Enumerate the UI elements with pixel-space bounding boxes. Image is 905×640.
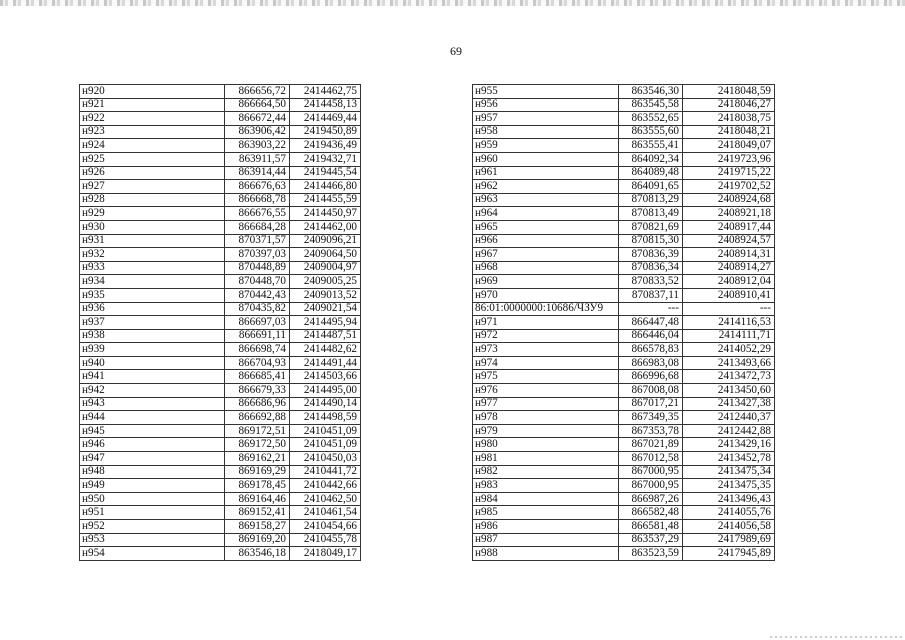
point-id-cell: н922	[80, 112, 225, 126]
y-coordinate-cell: 2408917,44	[683, 220, 775, 234]
table-row	[473, 166, 775, 180]
table-row	[80, 356, 361, 370]
table-row	[80, 479, 361, 493]
table-row	[473, 479, 775, 493]
x-coordinate-cell: 870448,70	[225, 275, 290, 289]
table-row	[80, 438, 361, 452]
table-row	[80, 492, 361, 506]
x-coordinate-cell: 870813,49	[619, 207, 683, 221]
y-coordinate-cell: 2412442,88	[683, 424, 775, 438]
table-row	[473, 411, 775, 425]
point-id-cell: н946	[80, 438, 225, 452]
y-coordinate-cell: 2409004,97	[290, 261, 361, 275]
y-coordinate-cell: 2414450,97	[290, 207, 361, 221]
point-id-cell: н965	[473, 220, 619, 234]
y-coordinate-cell: 2409064,50	[290, 248, 361, 262]
table-row	[473, 316, 775, 330]
y-coordinate-cell: 2412440,37	[683, 411, 775, 425]
point-id-cell: н971	[473, 316, 619, 330]
scan-edge-artifact-bottom	[770, 636, 905, 638]
x-coordinate-cell: 869164,46	[225, 492, 290, 506]
point-id-cell: н928	[80, 193, 225, 207]
point-id-cell: н986	[473, 520, 619, 534]
x-coordinate-cell: 866987,26	[619, 492, 683, 506]
y-coordinate-cell: 2409013,52	[290, 288, 361, 302]
table-row	[473, 193, 775, 207]
table-row	[473, 506, 775, 520]
x-coordinate-cell: 863906,42	[225, 125, 290, 139]
table-row	[473, 492, 775, 506]
point-id-cell: н939	[80, 343, 225, 357]
x-coordinate-cell: 864089,48	[619, 166, 683, 180]
table-row	[80, 166, 361, 180]
y-coordinate-cell: 2414462,00	[290, 220, 361, 234]
y-coordinate-cell: 2414495,94	[290, 316, 361, 330]
x-coordinate-cell: 863523,59	[619, 547, 683, 561]
x-coordinate-cell: 869172,51	[225, 424, 290, 438]
y-coordinate-cell: 2414111,71	[683, 329, 775, 343]
point-id-cell: н945	[80, 424, 225, 438]
x-coordinate-cell: 867353,78	[619, 424, 683, 438]
y-coordinate-cell: 2414491,44	[290, 356, 361, 370]
point-id-cell: н950	[80, 492, 225, 506]
x-coordinate-cell: 863903,22	[225, 139, 290, 153]
table-row	[80, 193, 361, 207]
point-id-cell: н983	[473, 479, 619, 493]
table-row	[473, 139, 775, 153]
table-row	[473, 275, 775, 289]
point-id-cell: н921	[80, 98, 225, 112]
y-coordinate-cell: 2413493,66	[683, 356, 775, 370]
table-row	[473, 424, 775, 438]
y-coordinate-cell: 2408924,68	[683, 193, 775, 207]
table-row	[80, 152, 361, 166]
point-id-cell: н934	[80, 275, 225, 289]
y-coordinate-cell: 2410462,50	[290, 492, 361, 506]
y-coordinate-cell: 2410441,72	[290, 465, 361, 479]
x-coordinate-cell: 866656,72	[225, 85, 290, 99]
table-row	[80, 547, 361, 561]
x-coordinate-cell: 863546,30	[619, 85, 683, 99]
y-coordinate-cell: 2413429,16	[683, 438, 775, 452]
x-coordinate-cell: 867017,21	[619, 397, 683, 411]
point-id-cell: н970	[473, 288, 619, 302]
x-coordinate-cell: 866676,63	[225, 180, 290, 194]
x-coordinate-cell: 866672,44	[225, 112, 290, 126]
x-coordinate-cell: 867012,58	[619, 452, 683, 466]
table-row	[473, 207, 775, 221]
table-row	[473, 343, 775, 357]
point-id-cell: н974	[473, 356, 619, 370]
y-coordinate-cell: 2413427,38	[683, 397, 775, 411]
x-coordinate-cell: 870397,03	[225, 248, 290, 262]
point-id-cell: н975	[473, 370, 619, 384]
point-id-cell: н949	[80, 479, 225, 493]
y-coordinate-cell: 2419715,22	[683, 166, 775, 180]
y-coordinate-cell: 2414503,66	[290, 370, 361, 384]
y-coordinate-cell: ---	[683, 302, 775, 316]
y-coordinate-cell: 2418048,59	[683, 85, 775, 99]
table-row	[80, 98, 361, 112]
point-id-cell: н938	[80, 329, 225, 343]
point-id-cell: н955	[473, 85, 619, 99]
y-coordinate-cell: 2414055,76	[683, 506, 775, 520]
x-coordinate-cell: 866578,83	[619, 343, 683, 357]
point-id-cell: н920	[80, 85, 225, 99]
point-id-cell: н984	[473, 492, 619, 506]
point-id-cell: н967	[473, 248, 619, 262]
table-row	[473, 220, 775, 234]
x-coordinate-cell: 866581,48	[619, 520, 683, 534]
x-coordinate-cell: 863546,18	[225, 547, 290, 561]
table-row	[80, 112, 361, 126]
table-row	[473, 248, 775, 262]
table-row	[473, 452, 775, 466]
y-coordinate-cell: 2414495,00	[290, 384, 361, 398]
point-id-cell: н985	[473, 506, 619, 520]
y-coordinate-cell: 2417945,89	[683, 547, 775, 561]
y-coordinate-cell: 2414052,29	[683, 343, 775, 357]
y-coordinate-cell: 2410442,66	[290, 479, 361, 493]
table-row	[80, 533, 361, 547]
x-coordinate-cell: 869162,21	[225, 452, 290, 466]
point-id-cell: н952	[80, 520, 225, 534]
y-coordinate-cell: 2408914,31	[683, 248, 775, 262]
x-coordinate-cell: 870821,69	[619, 220, 683, 234]
y-coordinate-cell: 2419723,96	[683, 152, 775, 166]
x-coordinate-cell: 870813,29	[619, 193, 683, 207]
table-row	[80, 329, 361, 343]
x-coordinate-cell: 870442,43	[225, 288, 290, 302]
y-coordinate-cell: 2418049,17	[290, 547, 361, 561]
point-id-cell: н987	[473, 533, 619, 547]
x-coordinate-cell: 867021,89	[619, 438, 683, 452]
x-coordinate-cell: 866685,41	[225, 370, 290, 384]
table-row	[473, 125, 775, 139]
point-id-cell: н943	[80, 397, 225, 411]
point-id-cell: н980	[473, 438, 619, 452]
point-id-cell: н942	[80, 384, 225, 398]
x-coordinate-cell: 870833,52	[619, 275, 683, 289]
table-row	[80, 316, 361, 330]
y-coordinate-cell: 2419445,54	[290, 166, 361, 180]
table-row	[473, 370, 775, 384]
x-coordinate-cell: 869178,45	[225, 479, 290, 493]
y-coordinate-cell: 2419436,49	[290, 139, 361, 153]
table-row	[80, 220, 361, 234]
y-coordinate-cell: 2414455,59	[290, 193, 361, 207]
x-coordinate-cell: 864091,65	[619, 180, 683, 194]
y-coordinate-cell: 2414462,75	[290, 85, 361, 99]
point-id-cell: н956	[473, 98, 619, 112]
table-row	[473, 397, 775, 411]
x-coordinate-cell: 863914,44	[225, 166, 290, 180]
y-coordinate-cell: 2408910,41	[683, 288, 775, 302]
y-coordinate-cell: 2418048,21	[683, 125, 775, 139]
point-id-cell: н923	[80, 125, 225, 139]
coordinates-table-right	[472, 84, 775, 561]
point-id-cell: н947	[80, 452, 225, 466]
x-coordinate-cell: 869169,20	[225, 533, 290, 547]
y-coordinate-cell: 2410461,54	[290, 506, 361, 520]
table-row	[80, 207, 361, 221]
x-coordinate-cell: 866679,33	[225, 384, 290, 398]
x-coordinate-cell: 867008,08	[619, 384, 683, 398]
point-id-cell: н976	[473, 384, 619, 398]
point-id-cell: н941	[80, 370, 225, 384]
table-row	[80, 506, 361, 520]
table-row	[80, 288, 361, 302]
x-coordinate-cell: 870836,39	[619, 248, 683, 262]
table-row	[473, 329, 775, 343]
table-row	[80, 343, 361, 357]
table-row	[473, 384, 775, 398]
x-coordinate-cell: 866664,50	[225, 98, 290, 112]
y-coordinate-cell: 2410455,78	[290, 533, 361, 547]
point-id-cell: н964	[473, 207, 619, 221]
y-coordinate-cell: 2418038,75	[683, 112, 775, 126]
table-row	[80, 234, 361, 248]
x-coordinate-cell: 870837,11	[619, 288, 683, 302]
point-id-cell: н924	[80, 139, 225, 153]
x-coordinate-cell: 869172,50	[225, 438, 290, 452]
y-coordinate-cell: 2419450,89	[290, 125, 361, 139]
y-coordinate-cell: 2410451,09	[290, 438, 361, 452]
x-coordinate-cell: 866996,68	[619, 370, 683, 384]
point-id-cell: н959	[473, 139, 619, 153]
point-id-cell: н978	[473, 411, 619, 425]
y-coordinate-cell: 2418046,27	[683, 98, 775, 112]
point-id-cell: н936	[80, 302, 225, 316]
y-coordinate-cell: 2408924,57	[683, 234, 775, 248]
table-row	[473, 98, 775, 112]
table-row	[80, 384, 361, 398]
point-id-cell: н973	[473, 343, 619, 357]
y-coordinate-cell: 2408914,27	[683, 261, 775, 275]
y-coordinate-cell: 2417989,69	[683, 533, 775, 547]
x-coordinate-cell: 866686,96	[225, 397, 290, 411]
point-id-cell: н953	[80, 533, 225, 547]
y-coordinate-cell: 2414482,62	[290, 343, 361, 357]
y-coordinate-cell: 2408921,18	[683, 207, 775, 221]
table-row	[80, 370, 361, 384]
table-row	[80, 248, 361, 262]
point-id-cell: н933	[80, 261, 225, 275]
y-coordinate-cell: 2413496,43	[683, 492, 775, 506]
table-row	[473, 288, 775, 302]
table-row	[80, 397, 361, 411]
x-coordinate-cell: 866704,93	[225, 356, 290, 370]
x-coordinate-cell: 866691,11	[225, 329, 290, 343]
x-coordinate-cell: 863537,29	[619, 533, 683, 547]
y-coordinate-cell: 2419702,52	[683, 180, 775, 194]
x-coordinate-cell: 866692,88	[225, 411, 290, 425]
point-id-cell: н960	[473, 152, 619, 166]
x-coordinate-cell: 870836,34	[619, 261, 683, 275]
y-coordinate-cell: 2409021,54	[290, 302, 361, 316]
table-row	[80, 424, 361, 438]
x-coordinate-cell: 863911,57	[225, 152, 290, 166]
y-coordinate-cell: 2410450,03	[290, 452, 361, 466]
point-id-cell: н966	[473, 234, 619, 248]
point-id-cell: н968	[473, 261, 619, 275]
x-coordinate-cell: 866684,28	[225, 220, 290, 234]
x-coordinate-cell: 869152,41	[225, 506, 290, 520]
y-coordinate-cell: 2410451,09	[290, 424, 361, 438]
point-id-cell: н932	[80, 248, 225, 262]
x-coordinate-cell: 869158,27	[225, 520, 290, 534]
point-id-cell: н930	[80, 220, 225, 234]
table-row	[80, 139, 361, 153]
point-id-cell: н931	[80, 234, 225, 248]
y-coordinate-cell: 2414458,13	[290, 98, 361, 112]
y-coordinate-cell: 2410454,66	[290, 520, 361, 534]
x-coordinate-cell: 866668,78	[225, 193, 290, 207]
y-coordinate-cell: 2414490,14	[290, 397, 361, 411]
y-coordinate-cell: 2414466,80	[290, 180, 361, 194]
x-coordinate-cell: 869169,29	[225, 465, 290, 479]
y-coordinate-cell: 2408912,04	[683, 275, 775, 289]
x-coordinate-cell: 866983,08	[619, 356, 683, 370]
point-id-cell: н988	[473, 547, 619, 561]
table-row	[473, 180, 775, 194]
y-coordinate-cell: 2414116,53	[683, 316, 775, 330]
table-row	[473, 533, 775, 547]
x-coordinate-cell: 866697,03	[225, 316, 290, 330]
table-row	[80, 125, 361, 139]
point-id-cell: н961	[473, 166, 619, 180]
x-coordinate-cell: 870371,57	[225, 234, 290, 248]
point-id-cell: н948	[80, 465, 225, 479]
x-coordinate-cell: 863545,58	[619, 98, 683, 112]
point-id-cell: н977	[473, 397, 619, 411]
y-coordinate-cell: 2413475,34	[683, 465, 775, 479]
x-coordinate-cell: 863555,41	[619, 139, 683, 153]
table-row	[80, 180, 361, 194]
y-coordinate-cell: 2414498,59	[290, 411, 361, 425]
x-coordinate-cell: 866676,55	[225, 207, 290, 221]
x-coordinate-cell: 867000,95	[619, 465, 683, 479]
x-coordinate-cell: 866582,48	[619, 506, 683, 520]
y-coordinate-cell: 2414469,44	[290, 112, 361, 126]
y-coordinate-cell: 2409096,21	[290, 234, 361, 248]
point-id-cell: н944	[80, 411, 225, 425]
point-id-cell: н940	[80, 356, 225, 370]
point-id-cell: н969	[473, 275, 619, 289]
coordinates-table-left	[79, 84, 361, 561]
point-id-cell: 86:01:0000000:10686/ЧЗУ9	[473, 302, 619, 316]
y-coordinate-cell: 2413452,78	[683, 452, 775, 466]
y-coordinate-cell: 2413472,73	[683, 370, 775, 384]
point-id-cell: н981	[473, 452, 619, 466]
y-coordinate-cell: 2418049,07	[683, 139, 775, 153]
table-row	[473, 152, 775, 166]
table-row	[80, 452, 361, 466]
y-coordinate-cell: 2419432,71	[290, 152, 361, 166]
table-row	[473, 520, 775, 534]
x-coordinate-cell: 866447,48	[619, 316, 683, 330]
table-row	[473, 547, 775, 561]
scan-edge-artifact	[0, 0, 905, 6]
y-coordinate-cell: 2409005,25	[290, 275, 361, 289]
page-number: 69	[450, 44, 462, 58]
table-row	[473, 438, 775, 452]
point-id-cell: н963	[473, 193, 619, 207]
point-id-cell: н925	[80, 152, 225, 166]
point-id-cell: н926	[80, 166, 225, 180]
table-row	[473, 112, 775, 126]
table-row	[80, 275, 361, 289]
point-id-cell: н982	[473, 465, 619, 479]
table-row	[473, 302, 775, 316]
table-row	[80, 302, 361, 316]
table-row	[80, 411, 361, 425]
table-row	[80, 261, 361, 275]
point-id-cell: н972	[473, 329, 619, 343]
point-id-cell: н935	[80, 288, 225, 302]
table-row	[473, 261, 775, 275]
table-row	[473, 85, 775, 99]
table-row	[473, 465, 775, 479]
point-id-cell: н937	[80, 316, 225, 330]
point-id-cell: н929	[80, 207, 225, 221]
x-coordinate-cell: 866698,74	[225, 343, 290, 357]
point-id-cell: н962	[473, 180, 619, 194]
x-coordinate-cell: 870448,89	[225, 261, 290, 275]
point-id-cell: н958	[473, 125, 619, 139]
y-coordinate-cell: 2414487,51	[290, 329, 361, 343]
x-coordinate-cell: 870435,82	[225, 302, 290, 316]
x-coordinate-cell: 866446,04	[619, 329, 683, 343]
y-coordinate-cell: 2414056,58	[683, 520, 775, 534]
x-coordinate-cell: 870815,30	[619, 234, 683, 248]
y-coordinate-cell: 2413450,60	[683, 384, 775, 398]
x-coordinate-cell: 864092,34	[619, 152, 683, 166]
table-row	[80, 85, 361, 99]
x-coordinate-cell: ---	[619, 302, 683, 316]
table-row	[80, 520, 361, 534]
x-coordinate-cell: 863555,60	[619, 125, 683, 139]
x-coordinate-cell: 863552,65	[619, 112, 683, 126]
x-coordinate-cell: 867349,35	[619, 411, 683, 425]
y-coordinate-cell: 2413475,35	[683, 479, 775, 493]
table-row	[80, 465, 361, 479]
table-row	[473, 234, 775, 248]
point-id-cell: н927	[80, 180, 225, 194]
x-coordinate-cell: 867000,95	[619, 479, 683, 493]
point-id-cell: н979	[473, 424, 619, 438]
table-row	[473, 356, 775, 370]
point-id-cell: н957	[473, 112, 619, 126]
point-id-cell: н954	[80, 547, 225, 561]
point-id-cell: н951	[80, 506, 225, 520]
